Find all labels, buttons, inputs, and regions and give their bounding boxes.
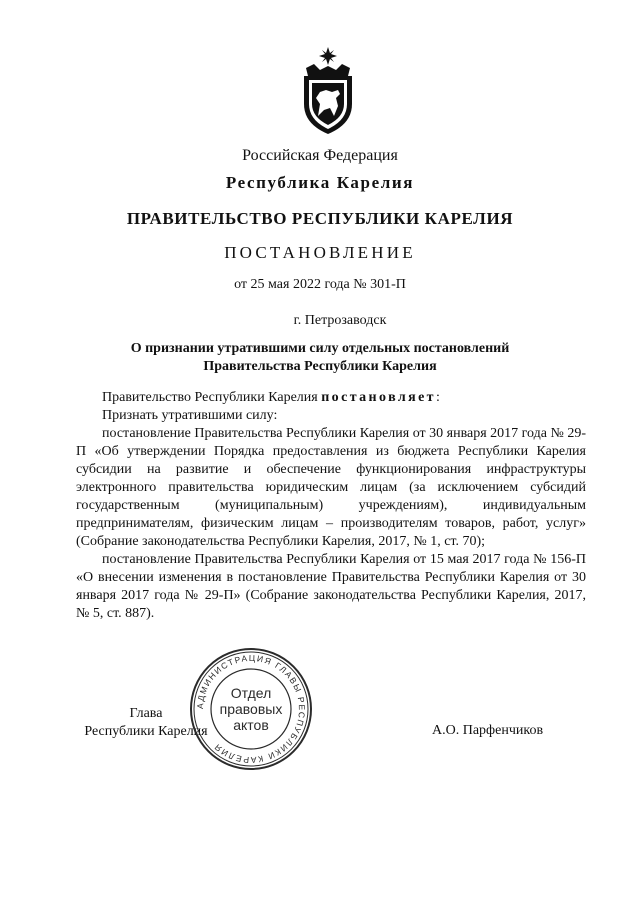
stamp-line-3: актов <box>233 717 269 733</box>
document-body <box>76 389 586 623</box>
stamp-line-1: Отдел <box>230 685 272 701</box>
item-1-paragraph: постановление Правительства Республики Карелия от 30 января 2017 года № 29-П «Об утверждении Порядка предоставления из бюджета Республики Карелия субсидии на развитие и обеспечение функционирования инфраструктуры электронного правительства юридическим лицам (за исключением субсидий государственным (муниципальным) учреждениям), индивидуальным предпринимателям, физическим лицам – производителям товаров, работ, услуг» (Собрание законодательства Республики Карелия, 2017, № 1, ст. 70); <box>76 426 586 549</box>
government-title: ПРАВИТЕЛЬСТВО РЕСПУБЛИКИ КАРЕЛИЯ <box>126 209 514 228</box>
republic-name: Республика Карелия <box>225 173 415 192</box>
position-line-1: Глава <box>129 706 163 721</box>
country-name: Российская Федерация <box>242 147 398 164</box>
document-type: ПОСТАНОВЛЕНИЕ <box>224 243 416 262</box>
title-line-2: Правительства Республики Карелия <box>203 359 437 374</box>
intro-decree-word: постановляет <box>321 390 436 405</box>
stamp-ring-text: АДМИНИСТРАЦИЯ ГЛАВЫ РЕСПУБЛИКИ КАРЕЛИЯ <box>194 652 308 766</box>
city: г. Петрозаводск <box>293 313 387 328</box>
intro-prefix: Правительство Республики Карелия <box>102 390 322 405</box>
karelia-coat-of-arms-icon <box>296 46 360 136</box>
date-number: от 25 мая 2022 года № 301-П <box>234 277 406 292</box>
official-stamp <box>188 646 314 772</box>
item-2-paragraph: постановление Правительства Республики Карелия от 15 мая 2017 года № 156-П «О внесении изменения в постановление Правительства Республики Карелия от 30 января 2017 года № 29-П» (Собрание законодательства Республики Карелия, 2017, № 5, ст. 887). <box>76 552 586 621</box>
stamp-line-2: правовых <box>219 701 283 717</box>
recognize-paragraph: Признать утратившими силу: <box>102 408 278 423</box>
document-title <box>0 340 640 376</box>
intro-paragraph <box>76 389 586 407</box>
intro-suffix: : <box>435 390 440 405</box>
title-line-1: О признании утратившими силу отдельных постановлений <box>130 341 510 356</box>
signatory-name: А.О. Парфенчиков <box>432 723 544 738</box>
position-line-2: Республики Карелия <box>84 724 208 739</box>
